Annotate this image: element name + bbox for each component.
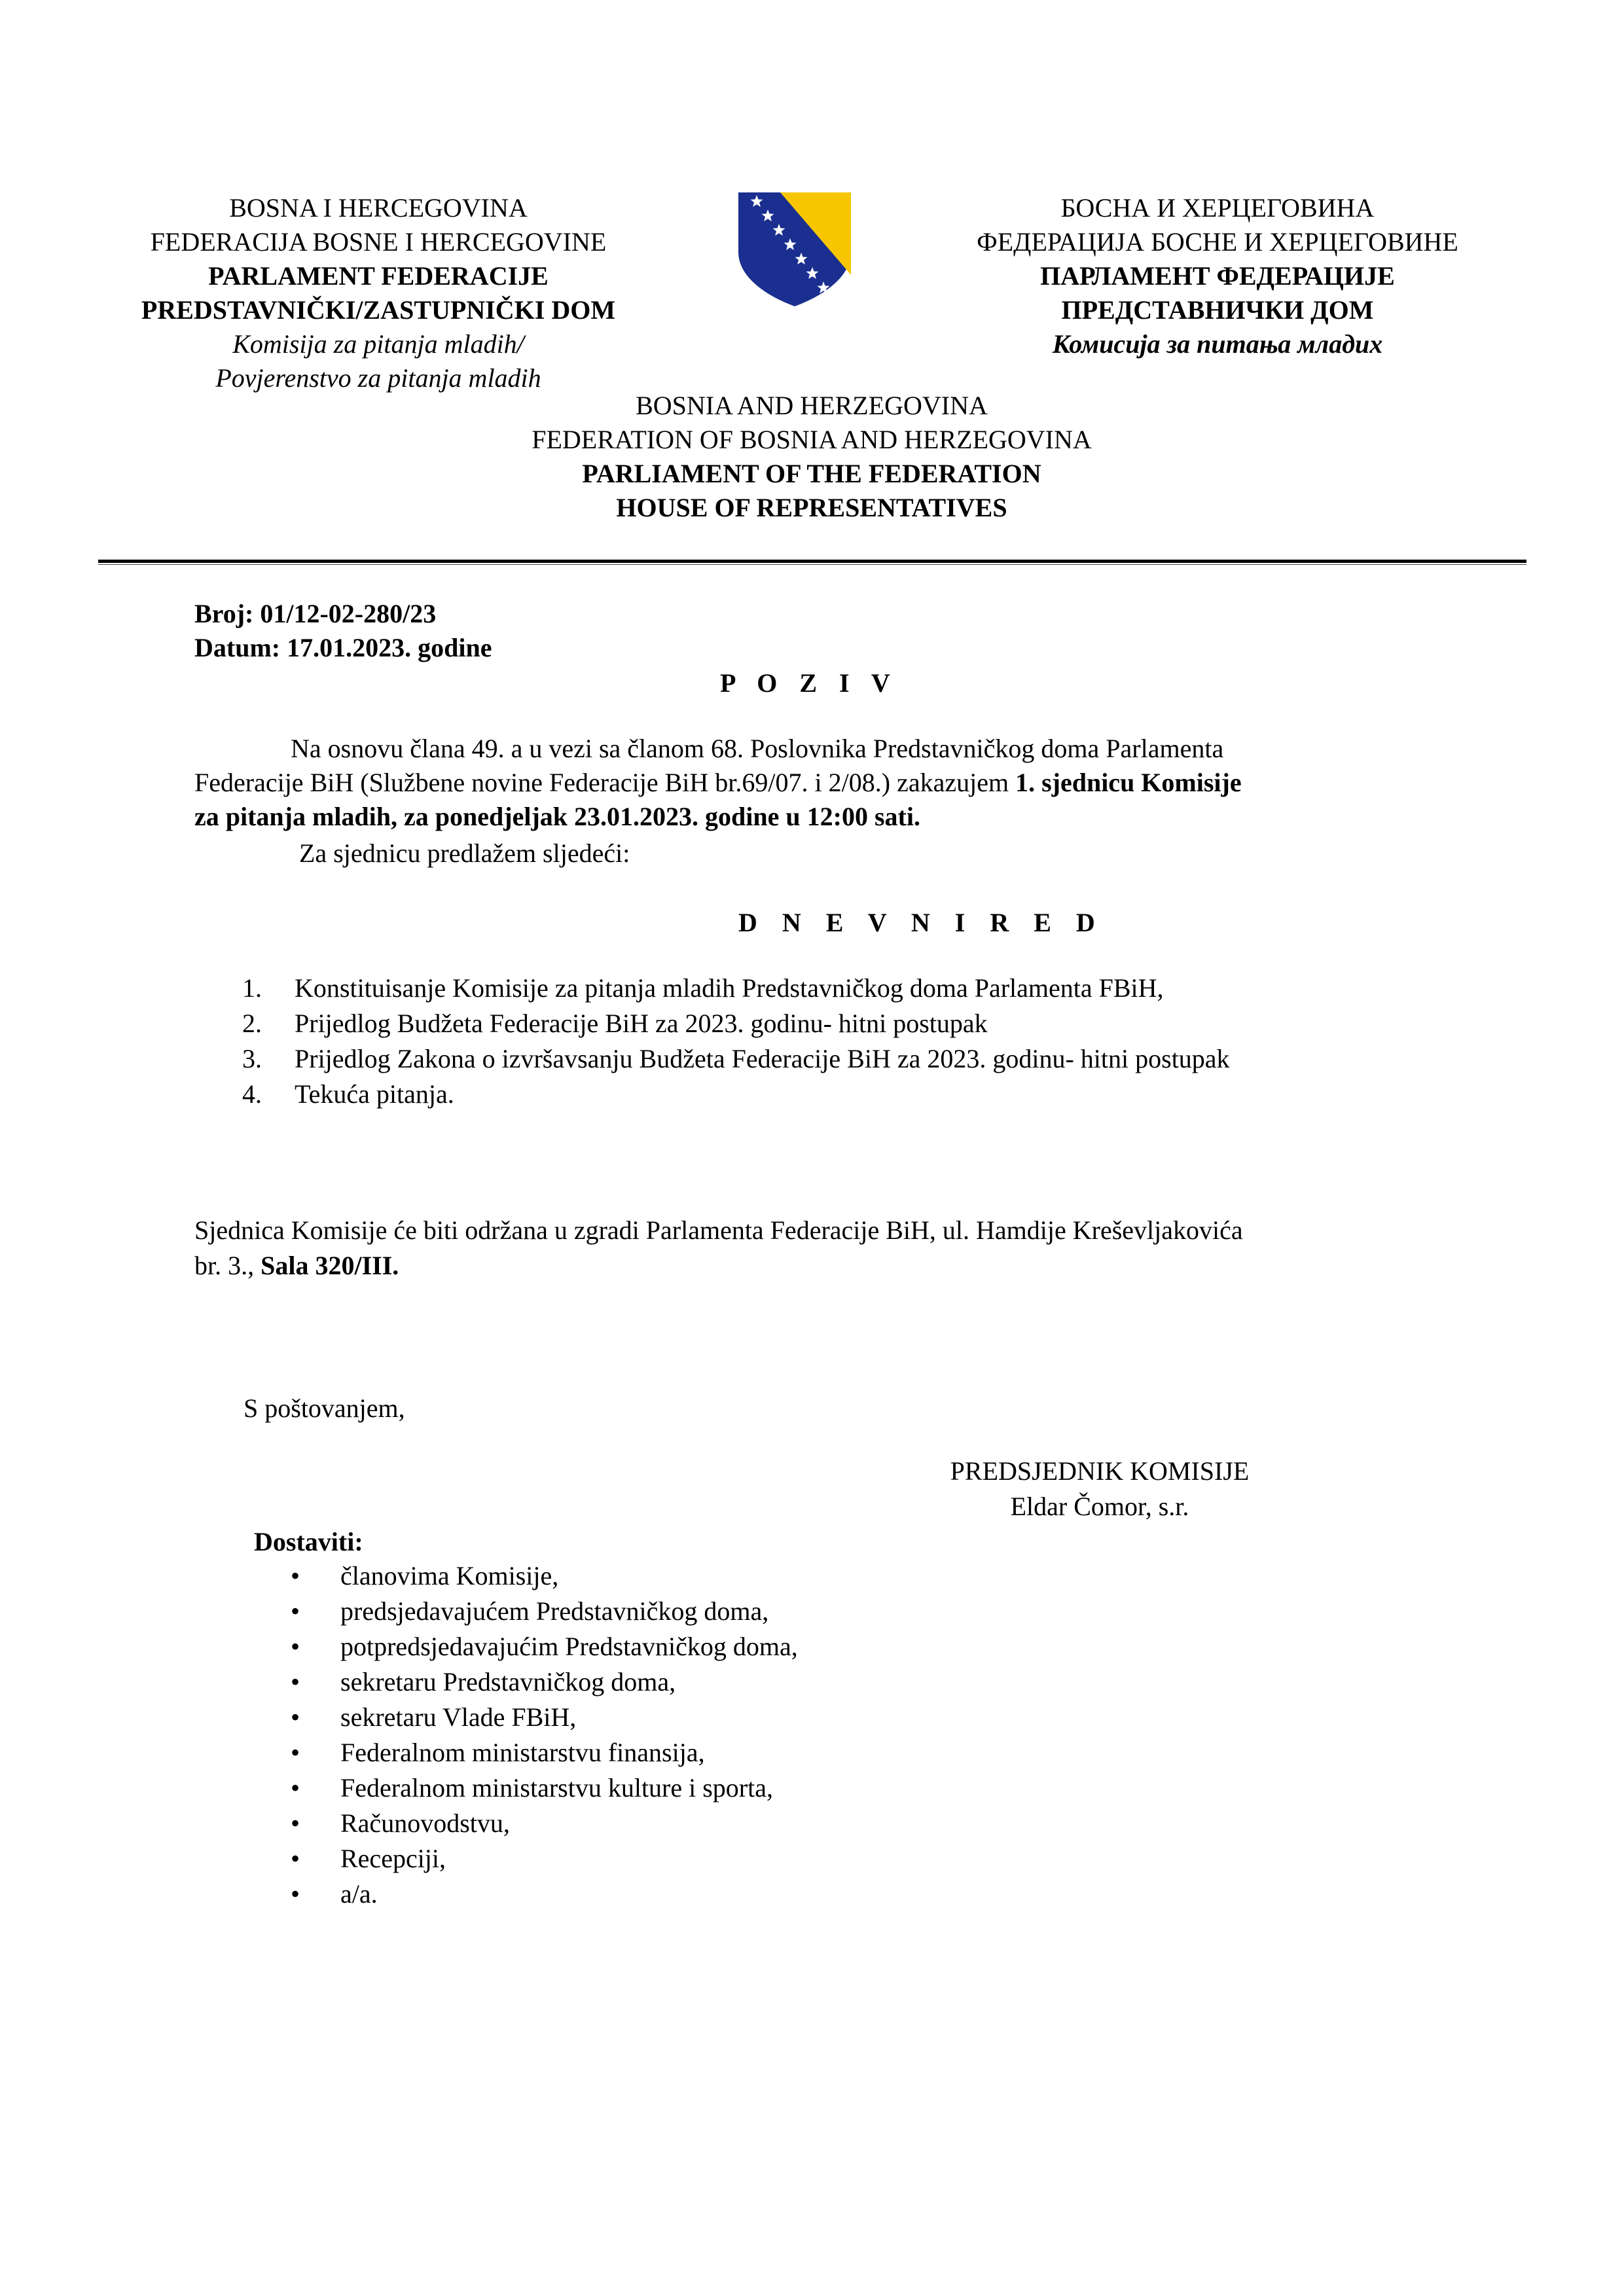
distribution-list <box>288 1559 798 1912</box>
agenda-item-number: 4. <box>242 1079 262 1109</box>
header-right-house: ПРЕДСТАВНИЧКИ ДОМ <box>1061 295 1374 325</box>
bullet-icon: • <box>291 1702 300 1732</box>
distribution-item <box>288 1877 798 1912</box>
header-right-country: БОСНА И ХЕРЦЕГОВИНА <box>1060 193 1375 223</box>
bullet-icon: • <box>291 1738 300 1767</box>
intro-line-3: za pitanja mladih, za ponedjeljak 23.01.2023. godine u 12:00 sati. <box>194 802 920 831</box>
header-center-federation: FEDERATION OF BOSNIA AND HERZEGOVINA <box>532 425 1092 454</box>
bullet-icon: • <box>291 1808 300 1838</box>
signature-title: PREDSJEDNIK KOMISIJE <box>950 1456 1250 1486</box>
distribution-item-text: predsjedavajućem Predstavničkog doma, <box>340 1596 769 1626</box>
agenda-item-text: Prijedlog Budžeta Federacije BiH za 2023. godinu- hitni postupak <box>295 1009 988 1038</box>
distribution-item <box>288 1630 798 1665</box>
bullet-icon: • <box>291 1844 300 1873</box>
agenda-item-number: 2. <box>242 1009 262 1038</box>
intro-line-2-bold: 1. sjednicu Komisije <box>1015 768 1242 797</box>
coat-of-arms-icon <box>734 190 855 308</box>
distribution-item <box>288 1771 798 1806</box>
distribution-item <box>288 1806 798 1842</box>
bullet-icon: • <box>291 1667 300 1696</box>
distribution-label: Dostaviti: <box>254 1527 363 1556</box>
header-center-parliament: PARLIAMENT OF THE FEDERATION <box>582 459 1041 488</box>
distribution-item-text: sekretaru Vlade FBiH, <box>340 1702 577 1732</box>
header-center-house: HOUSE OF REPRESENTATIVES <box>616 493 1007 522</box>
distribution-item <box>288 1665 798 1700</box>
agenda-item-text: Prijedlog Zakona o izvršavsanju Budžeta Federacije BiH za 2023. godinu- hitni postupak <box>295 1044 1230 1073</box>
header-left-commission-2: Povjerenstvo za pitanja mladih <box>215 363 541 393</box>
header-center-country: BOSNIA AND HERZEGOVINA <box>636 391 988 420</box>
distribution-item-text: Računovodstvu, <box>340 1808 510 1838</box>
location-line-2 <box>194 1249 399 1283</box>
header-left-parliament: PARLAMENT FEDERACIJE <box>208 261 549 291</box>
header-left-federation: FEDERACIJA BOSNE I HERCEGOVINE <box>150 227 607 257</box>
header-center-block <box>419 389 1204 525</box>
header-left-house: PREDSTAVNIČKI/ZASTUPNIČKI DOM <box>141 295 616 325</box>
bullet-icon: • <box>291 1879 300 1909</box>
header-left-block <box>117 191 640 395</box>
header-right-parliament: ПАРЛАМЕНТ ФЕДЕРАЦИЈЕ <box>1040 261 1395 291</box>
agenda-item <box>242 1007 988 1041</box>
signature-name: Eldar Čomor, s.r. <box>1010 1492 1189 1521</box>
distribution-item-text: Federalnom ministarstvu finansija, <box>340 1738 705 1767</box>
intro-line-2 <box>194 766 1242 800</box>
distribution-item <box>288 1736 798 1771</box>
header-right-block <box>956 191 1479 361</box>
distribution-item <box>288 1700 798 1736</box>
distribution-item-text: potpredsjedavajućim Predstavničkog doma, <box>340 1632 798 1661</box>
agenda-item-text: Tekuća pitanja. <box>295 1079 454 1109</box>
header-left-country: BOSNA I HERCEGOVINA <box>229 193 528 223</box>
header-divider-thin <box>98 564 1526 565</box>
agenda-item <box>242 1042 1230 1076</box>
location-address: br. 3., <box>194 1251 261 1280</box>
bullet-icon: • <box>291 1596 300 1626</box>
distribution-item <box>288 1559 798 1594</box>
bullet-icon: • <box>291 1561 300 1590</box>
intro-line-2-text: Federacije BiH (Službene novine Federacije BiH br.69/07. i 2/08.) zakazujem <box>194 768 1016 797</box>
header-right-commission: Комисија за питања младих <box>1052 329 1383 359</box>
bullet-icon: • <box>291 1632 300 1661</box>
agenda-item-number: 1. <box>242 973 262 1003</box>
distribution-item-text: sekretaru Predstavničkog doma, <box>340 1667 676 1696</box>
agenda-item <box>242 1077 454 1111</box>
agenda-item <box>242 971 1164 1005</box>
document-date: Datum: 17.01.2023. godine <box>194 633 492 662</box>
distribution-item <box>288 1842 798 1877</box>
distribution-item-text: a/a. <box>340 1879 378 1909</box>
header-right-federation: ФЕДЕРАЦИЈА БОСНЕ И ХЕРЦЕГОВИНЕ <box>977 227 1458 257</box>
distribution-item <box>288 1594 798 1630</box>
agenda-item-text: Konstituisanje Komisije za pitanja mladih Predstavničkog doma Parlamenta FBiH, <box>295 973 1164 1003</box>
header-left-commission-1: Komisija za pitanja mladih/ <box>232 329 524 359</box>
distribution-item-text: Federalnom ministarstvu kulture i sporta, <box>340 1773 773 1803</box>
agenda-item-number: 3. <box>242 1044 262 1073</box>
closing-regards: S poštovanjem, <box>244 1393 405 1423</box>
distribution-item-text: Recepciji, <box>340 1844 446 1873</box>
agenda-title: D N E V N I R E D <box>738 908 1104 937</box>
location-line-1: Sjednica Komisije će biti održana u zgradi Parlamenta Federacije BiH, ul. Hamdije Kreševljakovića <box>194 1215 1243 1245</box>
document-number: Broj: 01/12-02-280/23 <box>194 599 437 628</box>
location-room: Sala 320/III. <box>261 1251 399 1280</box>
intro-line-1: Na osnovu člana 49. a u vezi sa članom 68. Poslovnika Predstavničkog doma Parlamenta <box>291 734 1224 763</box>
bullet-icon: • <box>291 1773 300 1803</box>
distribution-item-text: članovima Komisije, <box>340 1561 559 1590</box>
header-divider <box>98 560 1526 563</box>
document-title: P O Z I V <box>720 668 898 698</box>
intro-line-4: Za sjednicu predlažem sljedeći: <box>299 838 630 868</box>
